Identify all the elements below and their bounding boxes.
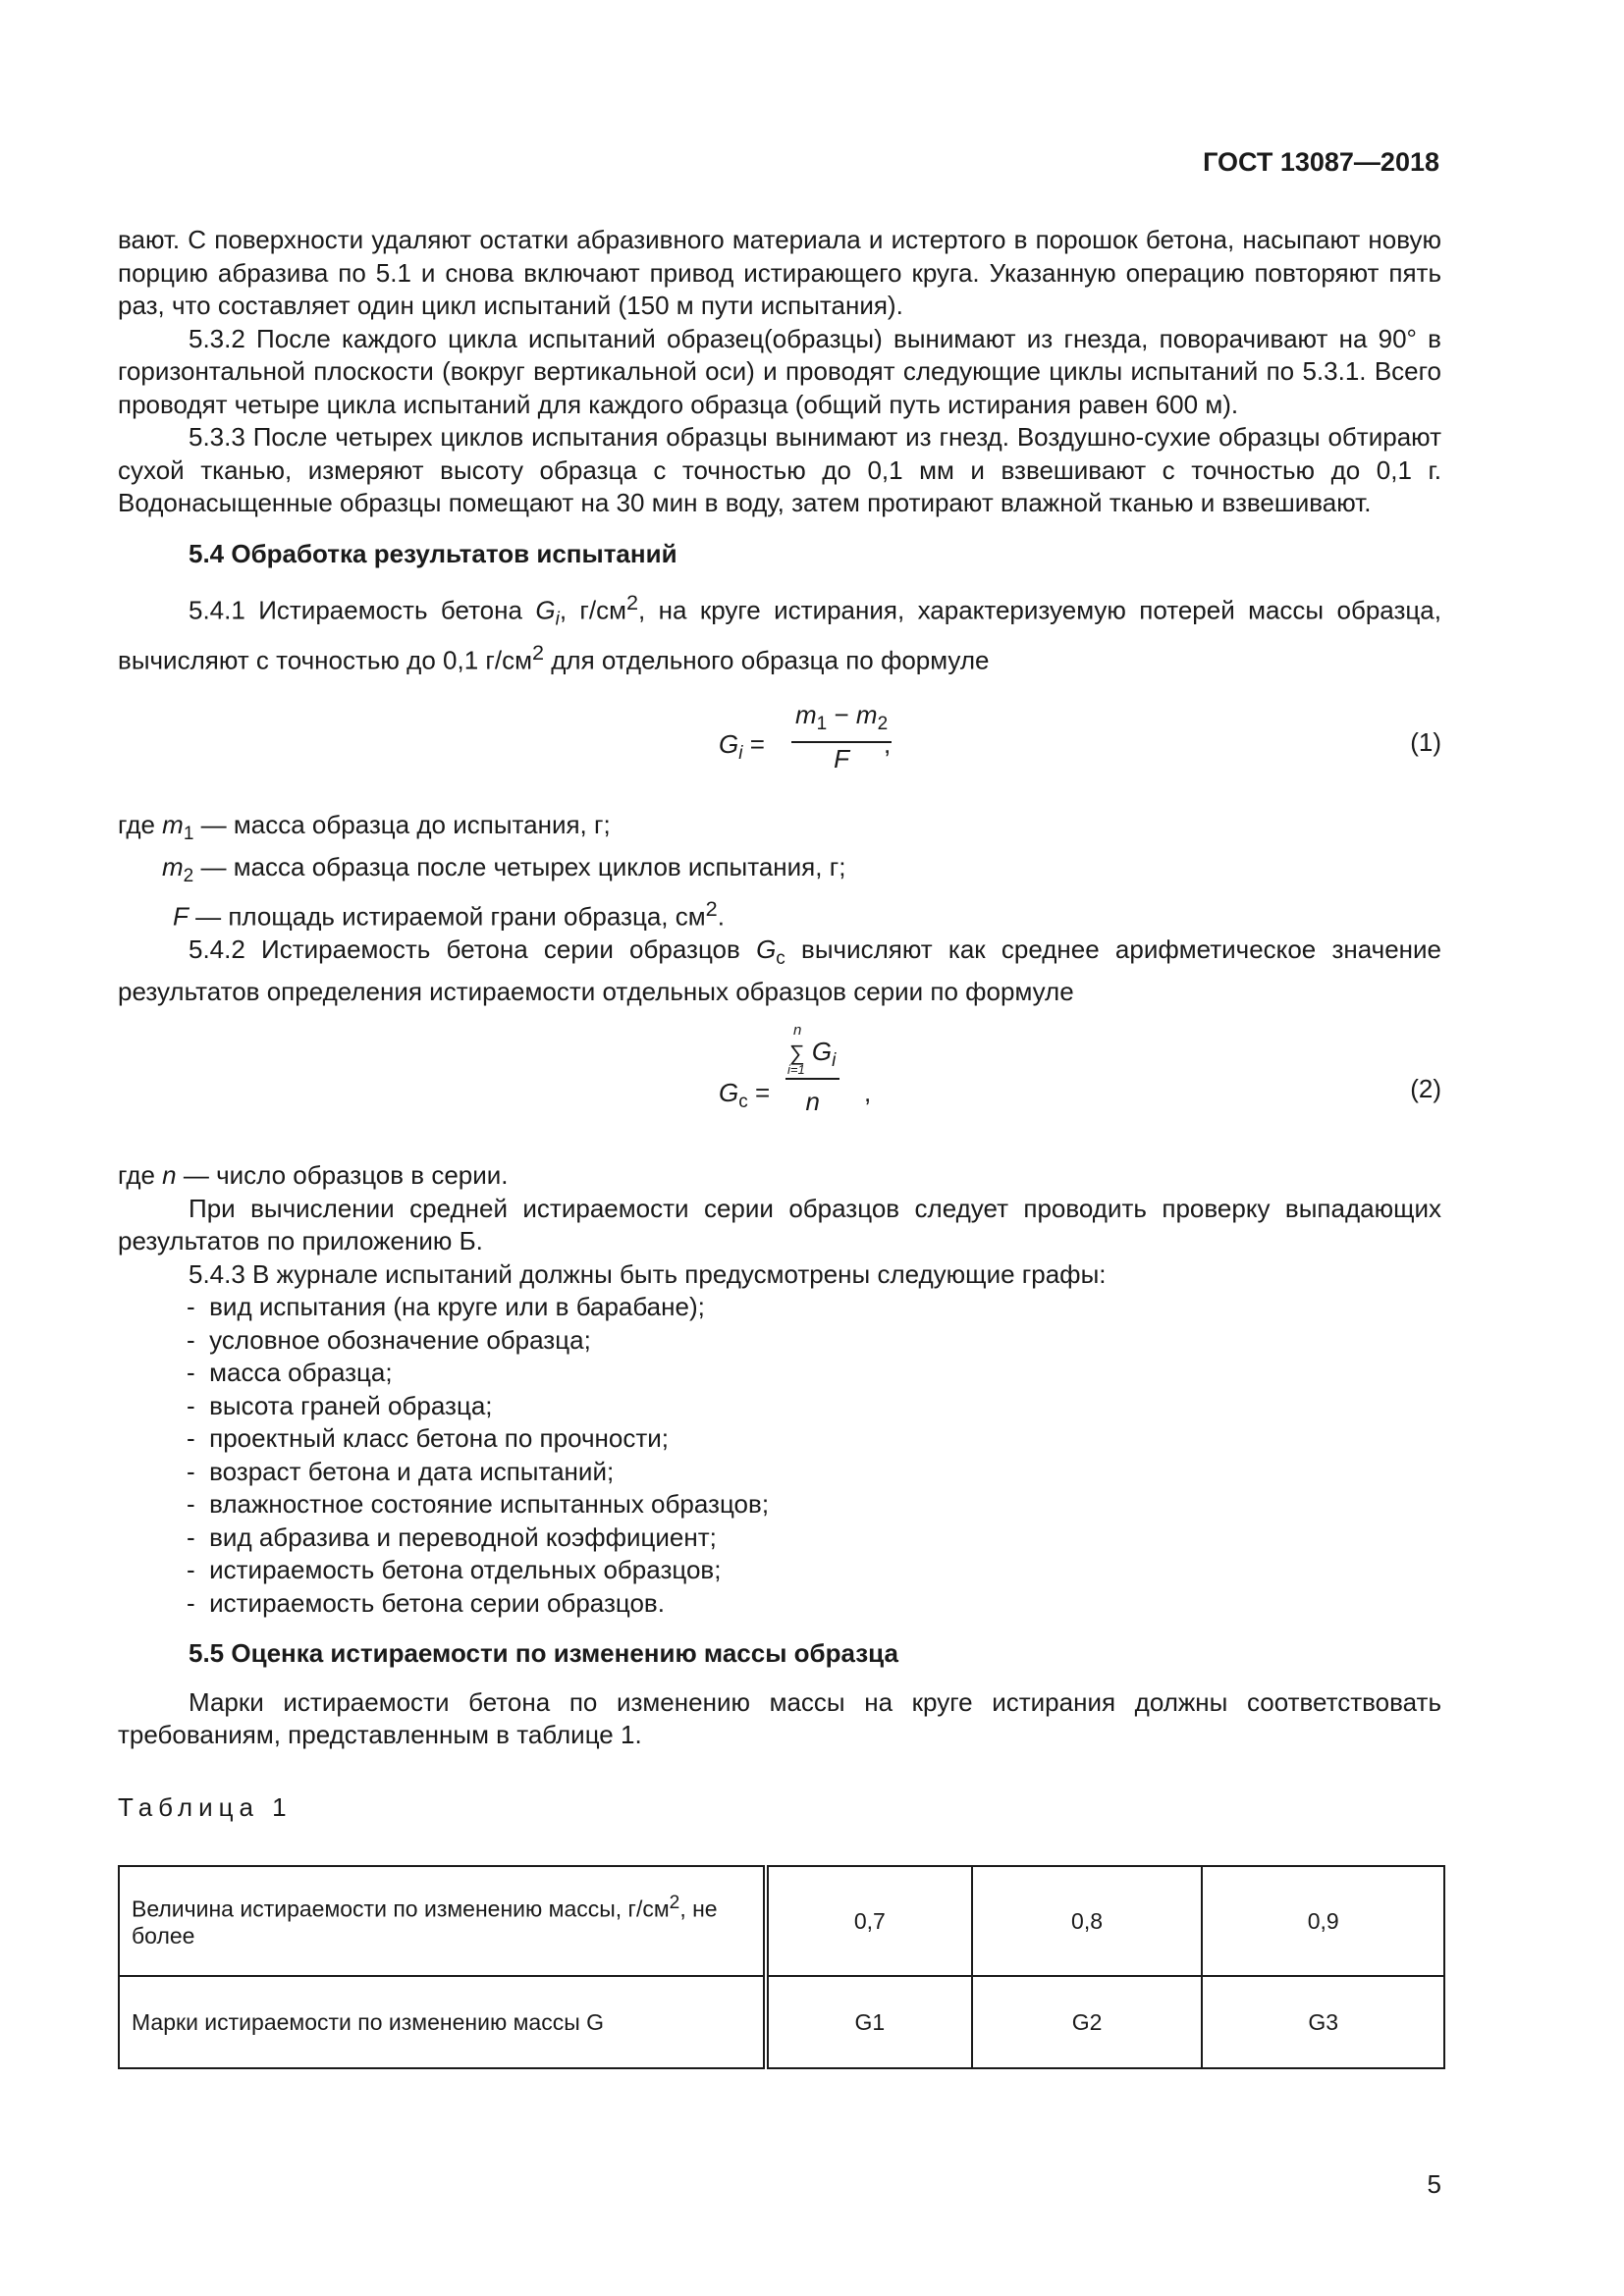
formula-2-fraction xyxy=(785,1022,839,1118)
table-row-label: Величина истираемости по изменению массы, $г/см^2$, не более xyxy=(119,1866,766,1976)
list-item: - вид абразива и переводной коэффициент; xyxy=(187,1522,1441,1555)
table-cell: G1 xyxy=(766,1976,972,2068)
list-item: - истираемость бетона серии образцов. xyxy=(187,1587,1441,1621)
paragraph-5-4-1: 5.4.1 Истираемость бетона $G_i$, $г/см^2$, на круге истирания, характеризуемую потерей массы образца, вычисляют с точностью до 0,1 $г/см^2$ для отдельного образца по формуле xyxy=(118,590,1441,675)
paragraph-check: При вычислении средней истираемости серии образцов следует проводить проверку выпадающих результатов по приложению Б. xyxy=(118,1193,1441,1256)
formula-1-fraction xyxy=(791,699,892,775)
table-cell: G3 xyxy=(1202,1976,1444,2068)
list-item: - вид испытания (на круге или в барабане); xyxy=(187,1291,1441,1324)
journal-fields-list xyxy=(118,1291,1441,1620)
where-m2: $m_2$ — масса образца после четырех циклов испытания, г; xyxy=(162,851,846,886)
table-row-label: Марки истираемости по изменению массы G xyxy=(119,1976,766,2068)
formula-1-number: (1) xyxy=(1410,727,1441,758)
table-cell: 0,8 xyxy=(972,1866,1203,1976)
list-item: - истираемость бетона отдельных образцов; xyxy=(187,1554,1441,1587)
document-body xyxy=(118,224,1441,1824)
formula-2-lhs: $G_c$ = xyxy=(719,1078,771,1113)
section-5-4-title: 5.4 Обработка результатов испытаний xyxy=(189,538,677,568)
formula-2-denominator: n xyxy=(805,1086,820,1116)
paragraph-5-3-3: 5.3.3 После четырех циклов испытания образцы вынимают из гнезд. Воздушно-сухие образцы обтирают сухой тканью, измеряют высоту образца с точностью до 0,1 мм и взвешивают с точностью до 0,1 г. Водонасыщенные образцы помещают на 30 мин в воду, затем протирают влажной тканью и взвешивают. xyxy=(118,422,1441,517)
formula-2-number: (2) xyxy=(1410,1074,1441,1104)
where-n: где n — число образцов в серии. xyxy=(118,1160,509,1191)
list-item: - высота граней образца; xyxy=(187,1390,1441,1423)
table-row xyxy=(119,1866,1444,1976)
formula-1-numerator: $m_1 - m_2$ xyxy=(791,699,892,743)
table-cell: 0,9 xyxy=(1202,1866,1444,1976)
formula-1-denominator: F xyxy=(834,743,850,774)
table-caption: Таблица 1 xyxy=(118,1791,293,1822)
section-5-5-title: 5.5 Оценка истираемости по изменению массы образца xyxy=(189,1638,898,1669)
page-number: 5 xyxy=(1427,2169,1441,2199)
paragraph-5-5: Марки истираемости бетона по изменению массы на круге истирания должны соответствовать требованиям, представленным в таблице 1. xyxy=(118,1686,1441,1750)
formula-2: $G_c$ = n ∑ $G_i$ i=1 n , (2) xyxy=(118,1030,1441,1159)
where-f: F — площадь истираемой грани образца, $см^2$. xyxy=(173,896,725,932)
table-cell: 0,7 xyxy=(766,1866,972,1976)
table-cell: G2 xyxy=(972,1976,1203,2068)
paragraph-continued: вают. С поверхности удаляют остатки абразивного материала и истертого в порошок бетона, насыпают новую порцию абразива по 5.1 и снова включают привод истирающего круга. Указанную операцию повторяют пять раз, что составляет один цикл испытаний (150 м пути испытания). xyxy=(118,225,1441,320)
where-m1: где $m_1$ — масса образца до испытания, г; xyxy=(118,810,611,845)
list-item: - условное обозначение образца; xyxy=(187,1324,1441,1358)
list-item: - влажностное состояние испытанных образцов; xyxy=(187,1488,1441,1522)
formula-1: $G_i$ = $\frac{m_1 - m_2}{F}$ , (1) xyxy=(118,699,1441,809)
paragraph-5-3-2: 5.3.2 После каждого цикла испытаний образец(образцы) вынимают из гнезда, поворачивают на 90° в горизонтальной плоскости (вокруг вертикальной оси) и проводят следующие циклы испытаний по 5.3.1. Всего проводят четыре цикла испытаний для каждого образца (общий путь истирания равен 600 м). xyxy=(118,323,1441,419)
list-item: - возраст бетона и дата испытаний; xyxy=(187,1456,1441,1489)
formula-1-lhs: $G_i$ = xyxy=(719,729,765,765)
document-header: ГОСТ 13087—2018 xyxy=(1203,147,1439,177)
list-item: - масса образца; xyxy=(187,1357,1441,1390)
list-item: - проектный класс бетона по прочности; xyxy=(187,1422,1441,1456)
table-row xyxy=(119,1976,1444,2068)
paragraph-5-4-3: 5.4.3 В журнале испытаний должны быть предусмотрены следующие графы: xyxy=(189,1258,1107,1289)
formula-2-numerator: n ∑ $G_i$ i=1 xyxy=(785,1030,839,1080)
paragraph-5-4-2: 5.4.2 Истираемость бетона серии образцов $G_c$ вычисляют как среднее арифметическое значение результатов определения истираемости отдельных образцов серии по формуле xyxy=(118,934,1441,1006)
abrasion-table xyxy=(118,1865,1445,2069)
